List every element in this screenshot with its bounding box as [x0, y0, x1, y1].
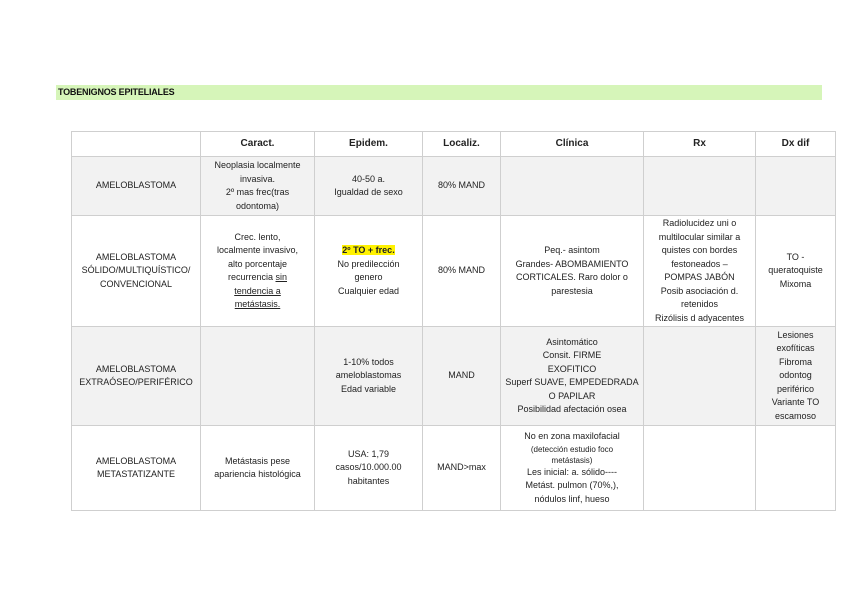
name-line: EXTRAÓSEO/PERIFÉRICO [79, 377, 193, 387]
text-line: festoneados – [671, 258, 728, 269]
text-line: Edad variable [340, 383, 397, 394]
text-line: quistes con bordes [661, 245, 738, 255]
text-line: invasiva. [239, 173, 275, 184]
section-title: TOBENIGNOS EPITELIALES [56, 85, 822, 100]
text-line: Fibroma [778, 356, 812, 367]
cell-clinica [501, 157, 644, 216]
header-rx: Rx [644, 132, 756, 157]
text-line: Cualquier edad [337, 285, 400, 296]
cell-caract [201, 426, 315, 511]
cell-caract [201, 157, 315, 216]
text-line: Grandes- ABOMBAMIENTO [515, 258, 629, 269]
table-header-row [72, 132, 836, 157]
text-line: Neoplasia localmente [214, 160, 301, 170]
text-line: Consit. FIRME [542, 350, 602, 360]
cell-localiz: 80% MAND [423, 157, 501, 216]
text-line: 40-50 a. [351, 173, 386, 184]
text-line: Superf SUAVE, EMPEDEDRADA [505, 377, 639, 387]
name-line: CONVENCIONAL [99, 278, 172, 289]
header-dxdif: Dx dif [756, 132, 836, 157]
text-line: Rizólisis d adyacentes [654, 312, 745, 323]
text-line: Radiolucidez uni o [662, 218, 737, 228]
text-line: Peq.- asintom [544, 245, 600, 255]
text-line: 2º mas frec(tras [225, 187, 290, 197]
cell-localiz: MAND>max [423, 426, 501, 511]
table-row [72, 327, 836, 426]
text-line: apariencia histológica [214, 469, 301, 479]
text-line: POMPAS JABÓN [664, 272, 735, 282]
cell-rx [644, 327, 756, 426]
text-line: Les inicial: a. sólido---- [526, 466, 618, 477]
name-line: AMELOBLASTOMA [95, 180, 177, 191]
text-line: Posib asociación d. [660, 285, 739, 296]
text-line: escamoso [774, 410, 817, 421]
name-line: SÓLIDO/MULTIQUÍSTICO/ [81, 265, 191, 276]
text-line: Mixoma [779, 278, 812, 289]
text-line: habitantes [347, 475, 390, 486]
underlined-line: metástasis. [234, 299, 281, 309]
text-line: O PAPILAR [548, 390, 596, 401]
text-line: odontoma) [235, 200, 280, 211]
text-line: 1-10% todos [343, 356, 394, 367]
small-text-line: (detección estudio foco [530, 444, 614, 454]
text-line: genero [354, 272, 383, 282]
cell-caract [201, 327, 315, 426]
cell-epidem [315, 157, 423, 216]
text-line: Asintomático [546, 336, 598, 347]
cell-clinica [501, 216, 644, 327]
table-row [72, 216, 836, 327]
cell-dxdif [756, 426, 836, 511]
text-line: Igualdad de sexo [334, 187, 403, 197]
text-line: multilocular similar a [658, 231, 741, 242]
cell-caract [201, 216, 315, 327]
text-line: Posibilidad afectación osea [517, 404, 627, 414]
header-localiz: Localiz. [423, 132, 501, 157]
tumor-table [71, 131, 836, 511]
cell-epidem [315, 327, 423, 426]
text-line: Metást. pulmon (70%,), [525, 480, 619, 490]
header-empty [72, 132, 201, 157]
cell-rx [644, 216, 756, 327]
text-line [204, 271, 311, 285]
text-line: No en zona maxilofacial [524, 431, 620, 441]
cell-dxdif [756, 157, 836, 216]
text-line: Metástasis pese [224, 455, 291, 466]
row-name [72, 157, 201, 216]
cell-rx [644, 426, 756, 511]
text-line: Lesiones [777, 329, 814, 340]
text-line: Crec. lento, [234, 231, 281, 242]
name-line: AMELOBLASTOMA [95, 455, 177, 466]
text-line: nódulos linf, hueso [534, 493, 610, 504]
cell-localiz: 80% MAND [423, 216, 501, 327]
cell-epidem [315, 216, 423, 327]
text-line: odontog [779, 370, 812, 381]
recurrence-prefix: recurrencia [227, 272, 276, 282]
text-line: retenidos [680, 299, 719, 309]
text-line: casos/10.000.00 [335, 462, 402, 473]
text-line: periférico [776, 383, 814, 394]
table-row [72, 157, 836, 216]
underlined-line: tendencia a [234, 285, 281, 296]
text-line: Variante TO [771, 397, 820, 408]
text-line: queratoquiste [768, 265, 823, 276]
small-text-line: metástasis) [551, 455, 593, 465]
text-line: EXOFITICO [547, 363, 597, 374]
header-clinica: Clínica [501, 132, 644, 157]
row-name [72, 327, 201, 426]
highlighted-text: 2º TO + frec. [342, 245, 395, 255]
row-name [72, 426, 201, 511]
text-line: CORTICALES. Raro dolor o [516, 272, 628, 282]
header-epidem: Epidem. [315, 132, 423, 157]
cell-dxdif [756, 327, 836, 426]
cell-localiz: MAND [423, 327, 501, 426]
cell-clinica [501, 327, 644, 426]
cell-rx [644, 157, 756, 216]
cell-dxdif [756, 216, 836, 327]
text-line: USA: 1,79 [347, 448, 390, 459]
table-row [72, 426, 836, 511]
text-line: exofíticas [776, 343, 815, 354]
cell-clinica [501, 426, 644, 511]
text-line: No predilección [337, 258, 400, 269]
text-line: TO - [786, 251, 805, 262]
text-line: localmente invasivo, [216, 245, 299, 255]
name-line: AMELOBLASTOMA [95, 363, 177, 374]
row-name [72, 216, 201, 327]
text-line: ameloblastomas [335, 370, 402, 381]
header-caract: Caract. [201, 132, 315, 157]
cell-epidem [315, 426, 423, 511]
name-line: METASTATIZANTE [97, 469, 175, 479]
text-line: parestesia [551, 285, 593, 296]
recurrence-underlined: sin [275, 272, 288, 282]
text-line: alto porcentaje [227, 258, 288, 269]
name-line: AMELOBLASTOMA [95, 251, 177, 262]
